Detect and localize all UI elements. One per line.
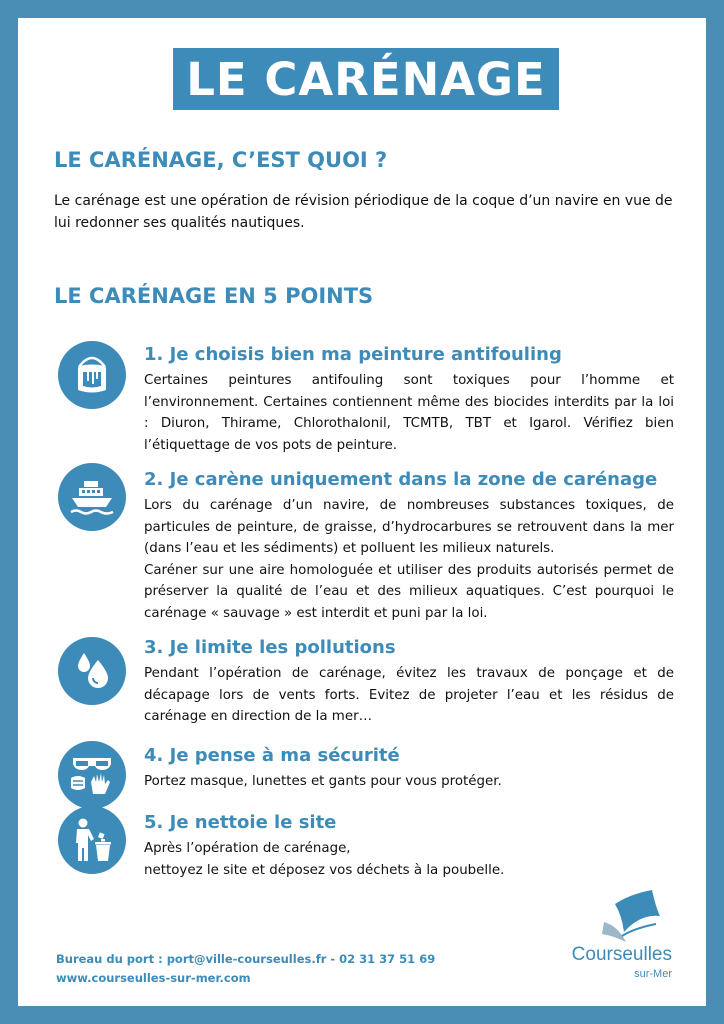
- trash-bin-icon: [58, 806, 126, 874]
- sail-logo-icon: [560, 888, 680, 948]
- website-link[interactable]: www.courseulles-sur-mer.com: [56, 971, 251, 985]
- page-title: LE CARÉNAGE: [173, 48, 559, 110]
- point-3-text: [144, 663, 674, 728]
- safety-equipment-icon: [58, 741, 126, 809]
- point-2-paragraph-2: Caréner sur une aire homologuée et utiliser des produits autorisés permet de préserver la qualité de l’eau et des milieux aquatiques. C’est pourquoi le carénage « sauvage » est interdit et puni par la loi.: [144, 562, 674, 621]
- point-3-title: 3. Je limite les pollutions: [144, 637, 396, 658]
- point-1-title: 1. Je choisis bien ma peinture antifouling: [144, 344, 562, 365]
- point-2-paragraph-1: Lors du carénage d’un navire, de nombreuses substances toxiques, de particules de peinture, de graisse, d’hydrocarbures se retrouvent dans la mer (dans l’eau et les sédiments) et polluent les milieux naturels.: [144, 498, 674, 557]
- ship-icon: [58, 463, 126, 531]
- water-drops-icon: [58, 637, 126, 705]
- point-1-paragraph: Certaines peintures antifouling sont toxiques pour l’homme et l’environnement. Certaines contiennent même des biocides interdits par la loi : Diuron, Thirame, Chlorothalonil, TCMTB, TBT et Igarol. Vérifiez bien l’étiquettage de vos pots de peinture.: [144, 373, 674, 453]
- point-3-paragraph: Pendant l’opération de carénage, évitez les travaux de ponçage et de décapage lors de vents forts. Evitez de projeter l’eau et les résidus de carénage en direction de la mer…: [144, 666, 674, 725]
- point-2-title: 2. Je carène uniquement dans la zone de carénage: [144, 469, 658, 490]
- point-4-title: 4. Je pense à ma sécurité: [144, 745, 400, 766]
- town-logo: [560, 888, 680, 988]
- point-5-line-1: Après l’opération de carénage,: [144, 841, 351, 856]
- point-1-text: [144, 370, 674, 456]
- section-heading-points: LE CARÉNAGE EN 5 POINTS: [54, 284, 374, 308]
- point-4-paragraph: Portez masque, lunettes et gants pour vous protéger.: [144, 774, 502, 789]
- paint-can-icon: [58, 341, 126, 409]
- logo-subtitle: sur-Mer: [634, 968, 672, 980]
- point-5-line-2: nettoyez le site et déposez vos déchets à la poubelle.: [144, 862, 505, 878]
- poster-page: [18, 18, 706, 1006]
- contact-line[interactable]: Bureau du port : port@ville-courseulles.fr - 02 31 37 51 69: [56, 952, 436, 966]
- point-2-text: [144, 495, 674, 625]
- point-5-text: [144, 838, 674, 881]
- point-5-title: 5. Je nettoie le site: [144, 812, 337, 833]
- section-heading-what: LE CARÉNAGE, C’EST QUOI ?: [54, 148, 388, 172]
- intro-text: Le carénage est une opération de révision périodique de la coque d’un navire en vue de lui redonner ses qualités nautiques.: [54, 193, 673, 231]
- point-4-text: [144, 771, 674, 793]
- footer-contact: [56, 950, 435, 988]
- logo-name: Courseulles: [571, 944, 672, 965]
